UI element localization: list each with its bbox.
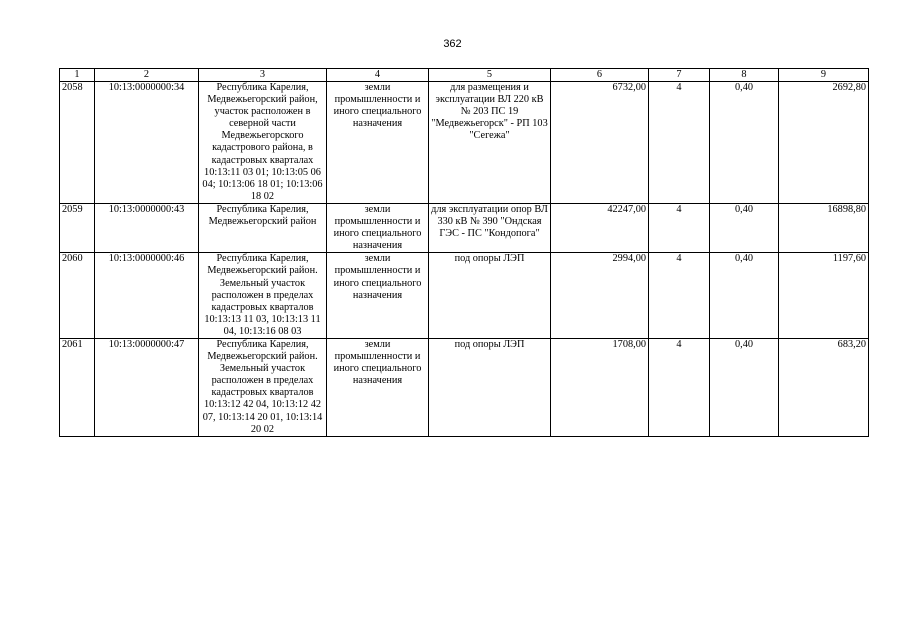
row-number: 2060 <box>60 253 95 339</box>
row-number: 2058 <box>60 82 95 204</box>
row-number: 2059 <box>60 203 95 252</box>
col8-cell: 0,40 <box>710 253 779 339</box>
table-row <box>60 338 869 436</box>
table-row <box>60 82 869 204</box>
location-cell: Республика Карелия, Медвежьегорский район. Земельный участок расположен в пределах кадастровых кварталов 10:13:12 42 04, 10:13:12 42 07, 10:13:14 20 01, 10:13:14 20 02 <box>199 338 327 436</box>
col8-cell: 0,40 <box>710 338 779 436</box>
permitted-use-cell: под опоры ЛЭП <box>429 253 551 339</box>
header-cell-3: 3 <box>199 69 327 82</box>
row-number: 2061 <box>60 338 95 436</box>
location-cell: Республика Карелия, Медвежьегорский район, участок расположен в северной части Медвежьегорского кадастрового района, в кадастровых кварталах 10:13:11 03 01; 10:13:05 06 04; 10:13:06 18 01; 10:13:06 18 02 <box>199 82 327 204</box>
area-cell: 6732,00 <box>551 82 649 204</box>
table-row <box>60 253 869 339</box>
col9-cell: 16898,80 <box>779 203 869 252</box>
header-cell-6: 6 <box>551 69 649 82</box>
page-number: 362 <box>443 38 462 50</box>
col9-cell: 1197,60 <box>779 253 869 339</box>
header-cell-8: 8 <box>710 69 779 82</box>
header-cell-5: 5 <box>429 69 551 82</box>
table-row <box>60 203 869 252</box>
col8-cell: 0,40 <box>710 203 779 252</box>
header-cell-4: 4 <box>327 69 429 82</box>
col7-cell: 4 <box>649 82 710 204</box>
area-cell: 1708,00 <box>551 338 649 436</box>
header-row <box>60 69 869 82</box>
location-cell: Республика Карелия, Медвежьегорский район. Земельный участок расположен в пределах кадастровых кварталов 10:13:13 11 03, 10:13:13 11 04, 10:13:16 08 03 <box>199 253 327 339</box>
land-registry-table <box>59 68 869 437</box>
area-cell: 2994,00 <box>551 253 649 339</box>
header-cell-1: 1 <box>60 69 95 82</box>
land-category-cell: земли промышленности и иного специального назначения <box>327 338 429 436</box>
cadastral-number: 10:13:0000000:43 <box>95 203 199 252</box>
header-cell-2: 2 <box>95 69 199 82</box>
header-cell-7: 7 <box>649 69 710 82</box>
land-category-cell: земли промышленности и иного специального назначения <box>327 253 429 339</box>
cadastral-number: 10:13:0000000:47 <box>95 338 199 436</box>
permitted-use-cell: для эксплуатации опор ВЛ 330 кВ № 390 "Ондская ГЭС - ПС "Кондопога" <box>429 203 551 252</box>
col9-cell: 683,20 <box>779 338 869 436</box>
cadastral-number: 10:13:0000000:34 <box>95 82 199 204</box>
permitted-use-cell: под опоры ЛЭП <box>429 338 551 436</box>
col7-cell: 4 <box>649 338 710 436</box>
col7-cell: 4 <box>649 253 710 339</box>
land-category-cell: земли промышленности и иного специального назначения <box>327 82 429 204</box>
land-category-cell: земли промышленности и иного специального назначения <box>327 203 429 252</box>
header-cell-9: 9 <box>779 69 869 82</box>
cadastral-number: 10:13:0000000:46 <box>95 253 199 339</box>
permitted-use-cell: для размещения и эксплуатации ВЛ 220 кВ № 203 ПС 19 "Медвежьегорск" - РП 103 "Сегежа" <box>429 82 551 204</box>
col8-cell: 0,40 <box>710 82 779 204</box>
col9-cell: 2692,80 <box>779 82 869 204</box>
col7-cell: 4 <box>649 203 710 252</box>
location-cell: Республика Карелия, Медвежьегорский район <box>199 203 327 252</box>
area-cell: 42247,00 <box>551 203 649 252</box>
